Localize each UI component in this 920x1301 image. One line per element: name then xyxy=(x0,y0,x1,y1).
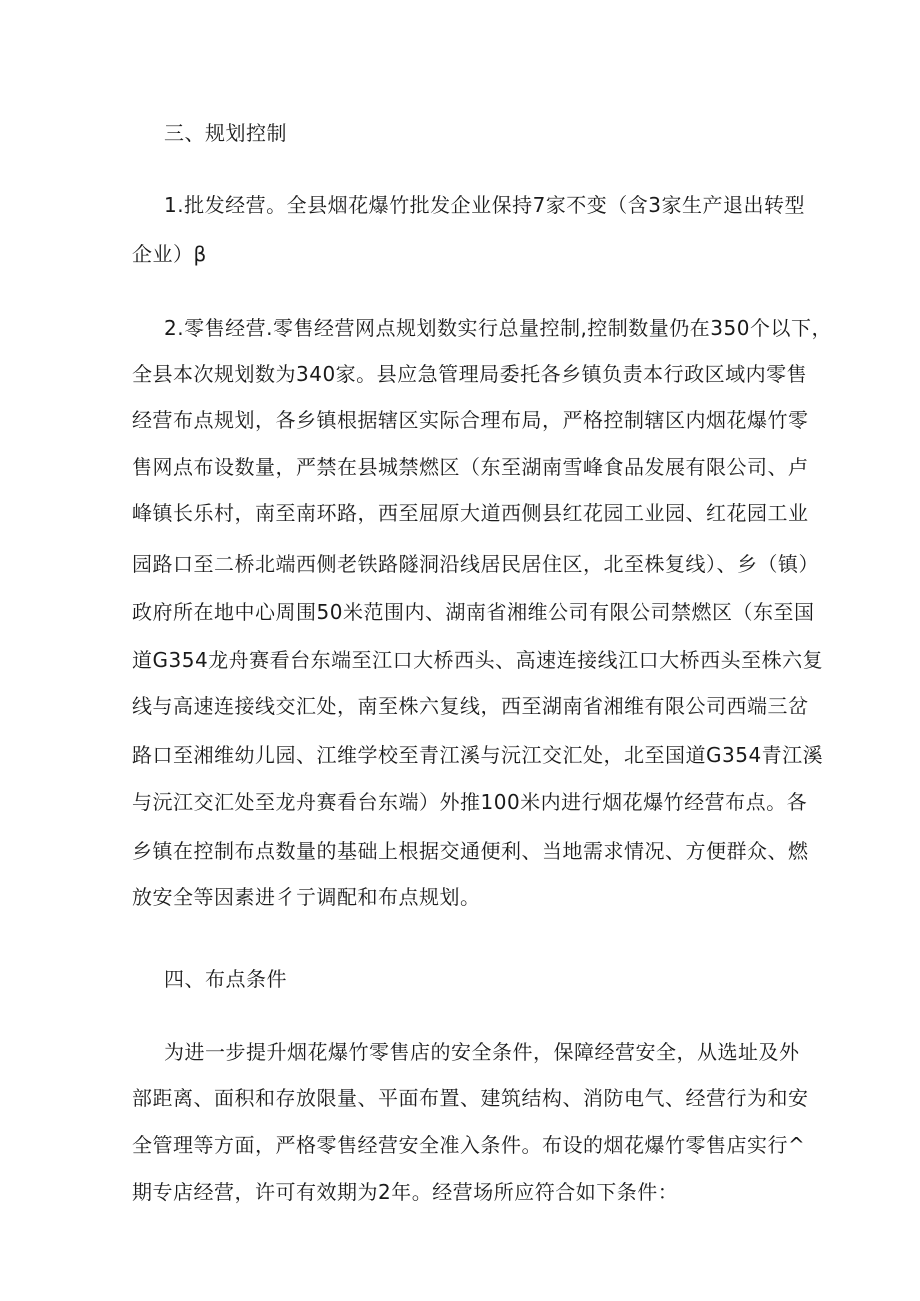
paragraph-line: 道G354龙舟赛看台东端至江口大桥西头、高速连接线江口大桥西头至株六复 xyxy=(132,648,824,672)
paragraph-line: 2.零售经营.零售经营网点规划数实行总量控制,控制数量仍在350个以下， xyxy=(164,316,832,340)
paragraph-line: 线与高速连接线交汇处，南至株六复线，西至湖南省湘维有限公司西端三岔 xyxy=(132,694,809,718)
paragraph-line: 园路口至二桥北端西侧老铁路隧洞沿线居民居住区，北至株复线）、乡（镇） xyxy=(132,552,819,576)
paragraph-line: 部距离、面积和存放限量、平面布置、建筑结构、消防电气、经营行为和安 xyxy=(132,1086,809,1110)
paragraph-line: 售网点布设数量，严禁在县城禁燃区（东至湖南雪峰食品发展有限公司、卢 xyxy=(132,455,809,479)
paragraph-line: 政府所在地中心周围50米范围内、湖南省湘维公司有限公司禁燃区（东至国 xyxy=(132,600,815,624)
paragraph-line: 企业）β xyxy=(132,242,207,266)
paragraph-line: 峰镇长乐村，南至南环路，西至屈原大道西侧县红花园工业园、红花园工业 xyxy=(132,501,809,525)
paragraph-line: 全管理等方面，严格零售经营安全准入条件。布设的烟花爆竹零售店实行^ xyxy=(132,1133,806,1157)
paragraph-line: 放安全等因素进彳亍调配和布点规划。 xyxy=(132,885,481,909)
paragraph-line: 全县本次规划数为340家。县应急管理局委托各乡镇负责本行政区域内零售 xyxy=(132,362,808,386)
paragraph-line: 路口至湘维幼儿园、江维学校至青江溪与沅江交汇处，北至国道G354青江溪 xyxy=(132,743,824,767)
paragraph-line: 与沅江交汇处至龙舟赛看台东端）外推100米内进行烟花爆竹经营布点。各 xyxy=(132,790,808,814)
section-heading-3: 三、规划控制 xyxy=(164,121,287,145)
paragraph-line: 乡镇在控制布点数量的基础上根据交通便利、当地需求情况、方便群众、燃 xyxy=(132,839,809,863)
paragraph-line: 1.批发经营。全县烟花爆竹批发企业保持7家不变（含3家生产退出转型 xyxy=(164,193,806,217)
paragraph-line: 经营布点规划，各乡镇根据辖区实际合理布局，严格控制辖区内烟花爆竹零 xyxy=(132,408,809,432)
paragraph-line: 期专店经营，许可有效期为2年。经营场所应符合如下条件： xyxy=(132,1180,679,1204)
section-heading-4: 四、布点条件 xyxy=(164,967,287,991)
paragraph-line: 为进一步提升烟花爆竹零售店的安全条件，保障经营安全，从选址及外 xyxy=(164,1040,800,1064)
